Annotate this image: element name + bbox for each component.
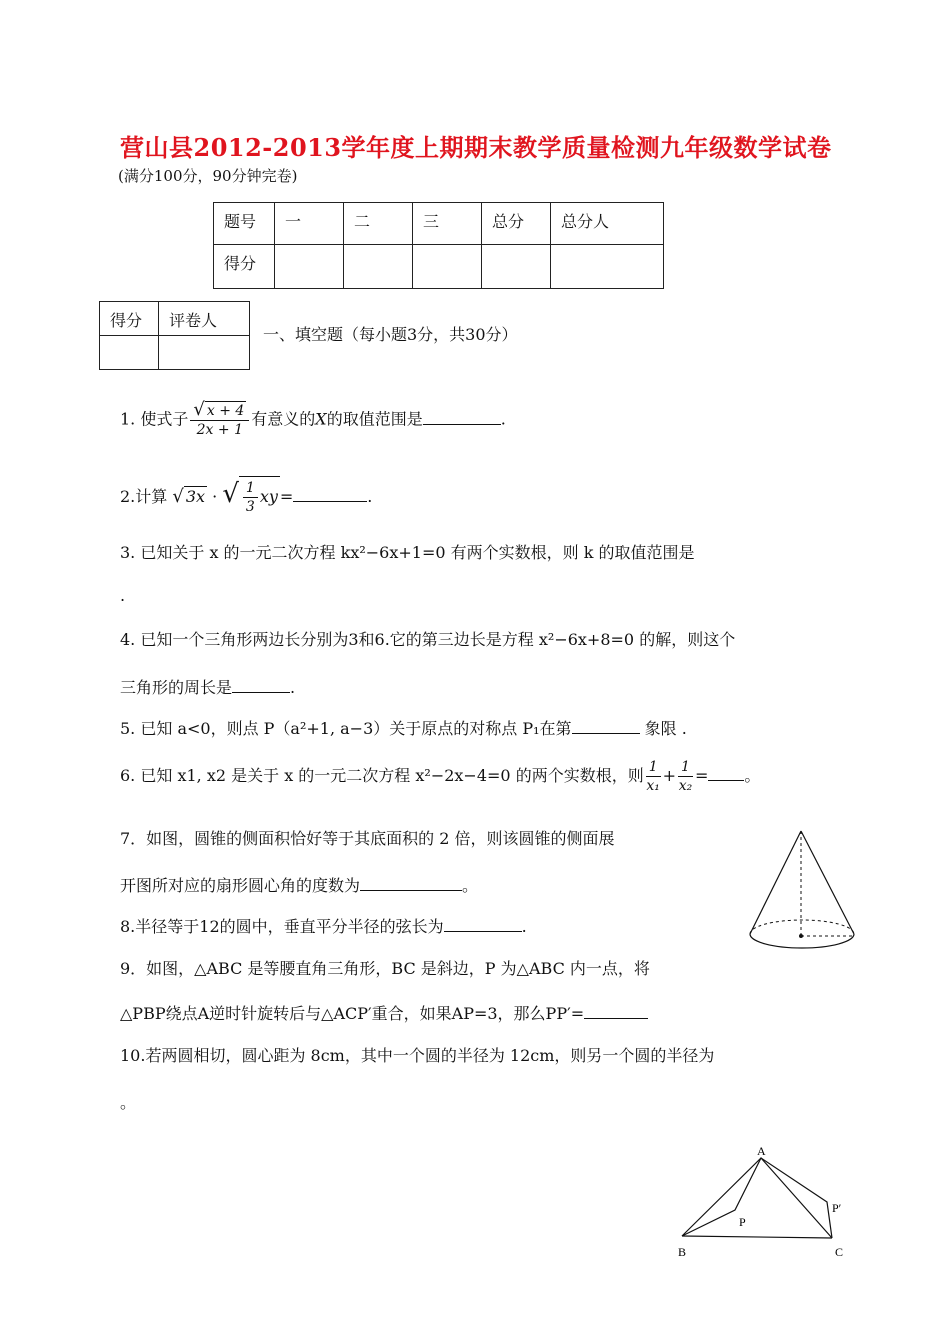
q2-frac-num: 1 (243, 479, 258, 498)
question-6 (120, 758, 760, 795)
score-table-blank-cell[interactable] (275, 245, 344, 289)
q6-f2-den: x₂ (678, 778, 693, 794)
label-a: A (757, 1144, 766, 1158)
label-b: B (678, 1245, 687, 1259)
question-4-line-1: 4. 已知一个三角形两边长分别为3和6.它的第三边长是方程 x²−6x+8=0 的解，则这个 (120, 630, 736, 649)
grader-table-blank-cell[interactable] (100, 336, 159, 370)
cone-figure (740, 826, 865, 956)
score-table-header-cell: 总分人 (551, 203, 664, 245)
score-table-blank-cell[interactable] (344, 245, 413, 289)
q6-fraction-2 (678, 758, 693, 795)
score-table-header-cell: 总分 (482, 203, 551, 245)
q6-end: 。 (744, 766, 761, 785)
q6-f1-num: 1 (646, 758, 661, 777)
q7-end: 。 (462, 876, 479, 895)
q8-text: 8.半径等于12的圆中，垂直平分半径的弦长为 (120, 917, 444, 936)
score-table-blank-cell[interactable] (551, 245, 664, 289)
q1-text: 有意义的 (251, 409, 316, 429)
score-table-row-label: 得分 (214, 245, 275, 289)
label-p: P (739, 1215, 746, 1229)
q7-text: 开图所对应的扇形圆心角的度数为 (120, 876, 361, 895)
q5-text: 5. 已知 a<0，则点 P（a²+1, a−3）关于原点的对称点 P₁在第 (120, 719, 572, 738)
q1-var: X (315, 409, 327, 429)
question-3-line-2: . (120, 586, 126, 605)
triangle-figure (672, 1140, 857, 1270)
q8-answer-blank[interactable] (444, 915, 522, 932)
q6-fraction-1 (646, 758, 661, 795)
question-4-line-2 (120, 675, 295, 698)
q5-answer-blank[interactable] (572, 717, 640, 734)
q2-end: . (367, 487, 373, 506)
q6-plus: + (662, 766, 677, 785)
q6-answer-blank[interactable] (708, 764, 744, 781)
label-c: C (835, 1245, 844, 1259)
q9-text: △PBP绕点A逆时针旋转后与△ACP′重合，如果AP=3，那么PP′= (120, 1004, 585, 1023)
q4-answer-blank[interactable] (232, 676, 290, 693)
q7-answer-blank[interactable] (360, 874, 462, 891)
exam-subtitle: (满分100分，90分钟完卷) (118, 167, 298, 185)
q6-f2-num: 1 (678, 758, 693, 777)
q2-radical-tail: xy (259, 487, 278, 506)
question-8 (120, 914, 527, 937)
grader-table-header-cell: 评卷人 (159, 302, 250, 336)
score-table (213, 202, 664, 289)
q2-eq: = (279, 487, 294, 506)
grader-table-blank-cell[interactable] (159, 336, 250, 370)
question-7-line-1: 7．如图，圆锥的侧面积恰好等于其底面积的 2 倍，则该圆锥的侧面展 (120, 829, 615, 848)
q4-text: 三角形的周长是 (120, 678, 233, 697)
question-9-line-2 (120, 1001, 648, 1024)
label-p-prime: P′ (832, 1201, 842, 1215)
q6-eq: = (694, 766, 709, 785)
score-table-header-cell: 三 (413, 203, 482, 245)
q1-text: 1. 使式子 (120, 409, 189, 429)
score-table-blank-cell[interactable] (482, 245, 551, 289)
q1-frac-num: x + 4 (206, 403, 245, 419)
exam-title: 营山县2012-2013学年度上期期末教学质量检测九年级数学试卷 (120, 133, 832, 162)
q9-answer-blank[interactable] (584, 1002, 648, 1019)
question-10-line-1: 10.若两圆相切，圆心距为 8cm，其中一个圆的半径为 12cm，则另一个圆的半径为 (120, 1046, 715, 1065)
q6-text: 6. 已知 x1, x2 是关于 x 的一元二次方程 x²−2x−4=0 的两个实数根，则 (120, 766, 644, 785)
question-9-line-1: 9．如图，△ABC 是等腰直角三角形，BC 是斜边，P 为△ABC 内一点，将 (120, 959, 650, 978)
question-3-line-1: 3. 已知关于 x 的一元二次方程 kx²−6x+1=0 有两个实数根，则 k 的取值范围是 (120, 543, 695, 562)
grader-table (99, 301, 250, 370)
score-table-blank-cell[interactable] (413, 245, 482, 289)
question-7-line-2 (120, 873, 478, 896)
q6-f1-den: x₁ (646, 778, 660, 794)
q2-text: 2.计算 (120, 487, 173, 506)
section-heading: 一、填空题（每小题3分，共30分） (263, 325, 518, 344)
q1-frac-den: 2x + 1 (196, 422, 243, 438)
score-table-header-cell: 题号 (214, 203, 275, 245)
q2-answer-blank[interactable] (293, 485, 367, 502)
question-10-line-2: 。 (120, 1093, 137, 1112)
question-1 (120, 401, 506, 439)
q8-end: . (521, 917, 527, 936)
q1-answer-blank[interactable] (423, 408, 501, 425)
q4-end: . (290, 678, 296, 697)
q2-dot: · (212, 487, 218, 506)
q1-text: 的取值范围是 (326, 409, 423, 429)
q2-radical-1: 3x (185, 487, 206, 506)
q2-frac-den: 3 (245, 499, 255, 515)
score-table-header-cell: 二 (344, 203, 413, 245)
grader-table-header-cell: 得分 (100, 302, 159, 336)
question-2: 2.计算 √ 3x · √ $\frac{1}{3}$ xy = . (120, 476, 372, 516)
question-5 (120, 716, 687, 739)
q1-fraction: $\frac{√ x + 4}{2x + 1}$ (190, 401, 249, 439)
q5-end: 象限 . (639, 719, 687, 738)
q1-end: . (500, 409, 506, 429)
score-table-header-cell: 一 (275, 203, 344, 245)
